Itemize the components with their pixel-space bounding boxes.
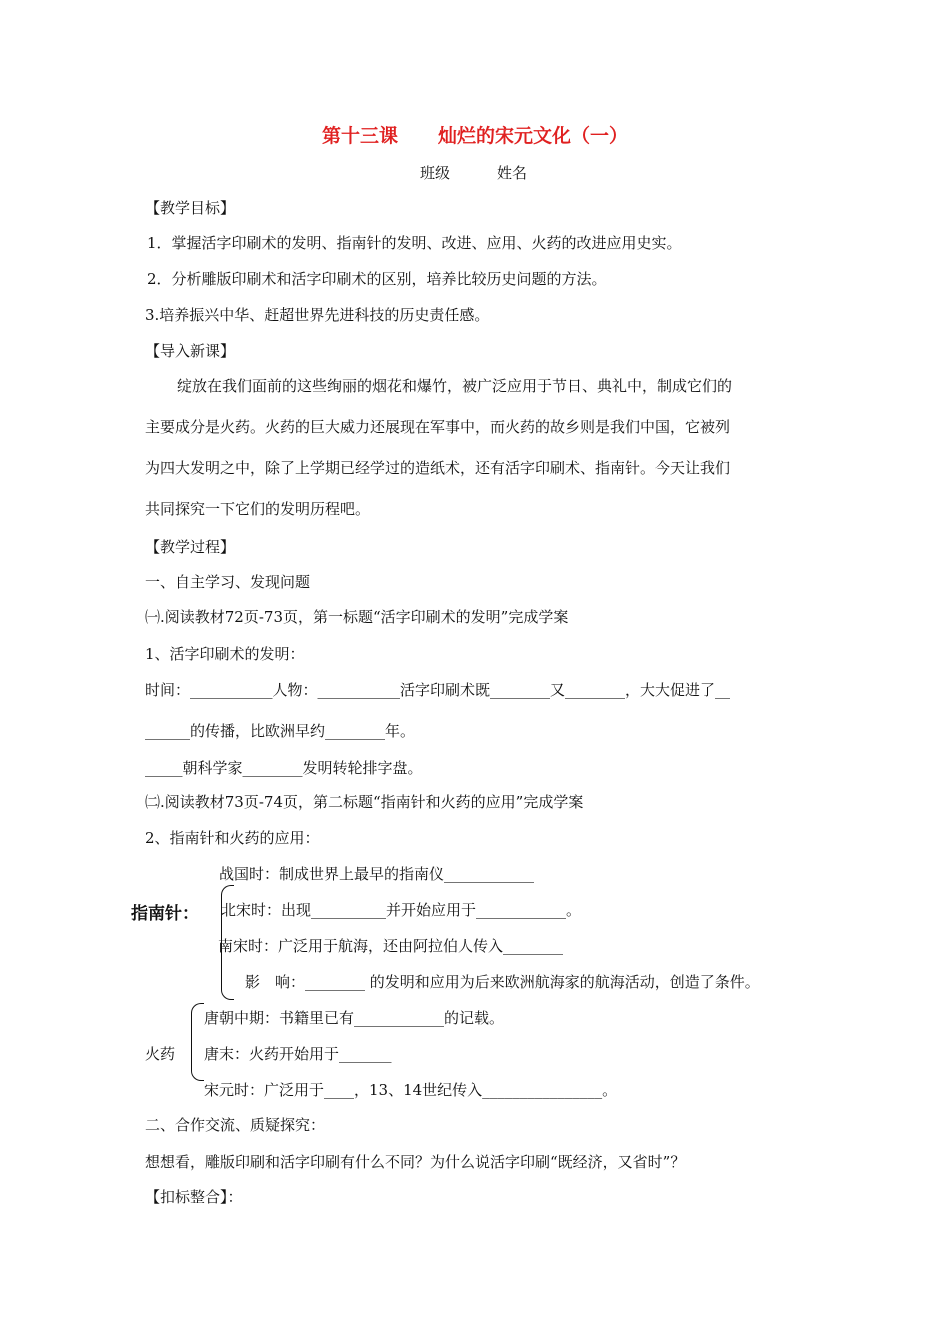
part1-heading: 一、自主学习、发现问题 [145,573,311,591]
section-heading: 1、活字印刷术的发明： [145,645,305,663]
reading-instruction: ㈠.阅读教材72页-73页，第一标题“活字印刷术的发明”完成学案 [145,608,569,626]
fill-in-line: 时间：___________人物：___________活字印刷术既________又________，大大促进了__ [145,681,731,699]
fill-in-line: ______的传播，比欧洲早约________年。 [145,722,416,740]
gunpowder-line: 唐末：火药开始用于_______ [204,1045,392,1063]
intro-heading: 【导入新课】 [145,342,236,360]
compass-line: 南宋时：广泛用于航海，还由阿拉伯人传入________ [218,937,564,955]
gunpowder-label: 火药 [145,1045,176,1063]
fill-in-line: _____朝科学家________发明转轮排字盘。 [145,759,423,777]
discussion-question: 想想看，雕版印刷和活字印刷有什么不同？为什么说活字印刷“既经济，又省时”？ [145,1153,686,1171]
goal-item: 3.培养振兴中华、赶超世界先进科技的历史责任感。 [145,306,490,324]
lesson-name: 灿烂的宋元文化（一） [438,125,629,147]
compass-line: 战国时：制成世界上最早的指南仪____________ [219,865,535,883]
gunpowder-line: 唐朝中期：书籍里已有____________的记载。 [204,1009,505,1027]
process-heading: 【教学过程】 [145,538,236,556]
goals-heading: 【教学目标】 [145,199,236,217]
intro-line: 绽放在我们面前的这些绚丽的烟花和爆竹，被广泛应用于节日、典礼中，制成它们的 [177,377,733,395]
part2-heading: 二、合作交流、质疑探究： [145,1116,326,1134]
lesson-number: 第十三课 [321,125,398,147]
section-heading: 2、指南针和火药的应用： [145,829,320,847]
summary-heading: 【扣标整合】： [145,1188,243,1206]
compass-line: 北宋时：出现__________并开始应用于____________。 [221,901,582,919]
intro-line: 为四大发明之中，除了上学期已经学过的造纸术，还有活字印刷术、指南针。今天让我们 [145,459,731,477]
goal-item: 2．分析雕版印刷术和活字印刷术的区别，培养比较历史问题的方法。 [147,270,607,288]
name-label: 姓名 [497,164,528,182]
page-title [0,126,950,146]
intro-line: 共同探究一下它们的发明历程吧。 [145,500,371,518]
compass-line: 影 响：________ 的发明和应用为后来欧洲航海家的航海活动，创造了条件。 [245,973,760,991]
gunpowder-brace [191,1003,204,1081]
intro-line: 主要成分是火药。火药的巨大威力还展现在军事中，而火药的故乡则是我们中国，它被列 [145,418,731,436]
compass-label: 指南针： [131,904,199,924]
reading-instruction: ㈡.阅读教材73页-74页，第二标题“指南针和火药的应用”完成学案 [145,793,584,811]
goal-item: 1．掌握活字印刷术的发明、指南针的发明、改进、应用、火药的改进应用史实。 [147,234,682,252]
gunpowder-line: 宋元时：广泛用于____，13、14世纪传入________________。 [204,1081,618,1099]
class-label: 班级 [420,164,451,182]
